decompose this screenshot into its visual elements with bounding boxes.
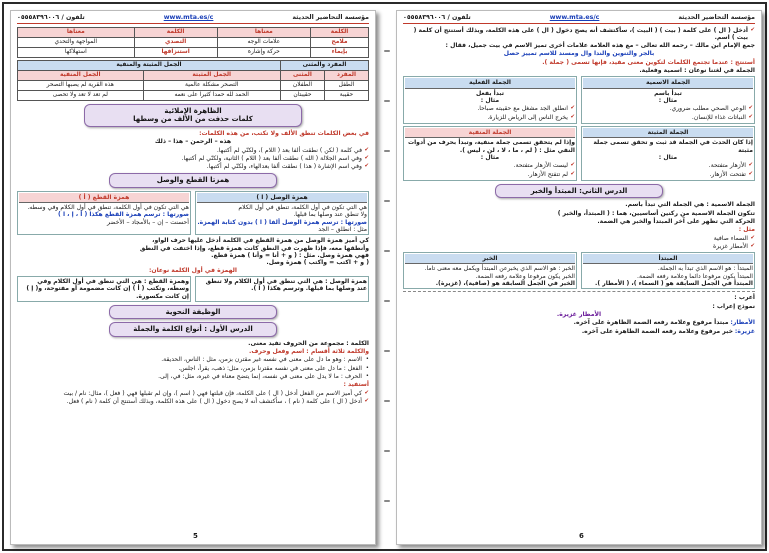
- vocab-header: الكلمة: [134, 27, 217, 37]
- table-cell: حقيبتان: [280, 91, 324, 101]
- spelling-intro: في بعض الكلمات تنطق الألف ولا تكتب، من هذه الكلمات:: [199, 129, 369, 137]
- table-cell: لم تعد لا تعد ولا تحصى: [18, 91, 144, 101]
- text-line: هي التي تكون في أول الكلمة، تنطق في أول الكلام: [238, 204, 367, 212]
- text-line: المبتدأ يكون مرفوعا دائما وعلامة رفعه الضمة.: [637, 272, 753, 280]
- parse-label: غزيرة:: [734, 327, 755, 335]
- page-number: 6: [579, 531, 584, 540]
- parse-model: نموذج إعراب :: [712, 302, 755, 310]
- text-line: تبدأ باسم: [654, 89, 682, 97]
- list-item: ✔ يخرج الناس إلى الرياض للزيارة.: [405, 114, 575, 121]
- table-cell: الحمد لله حمدا كثيرا على نعمه: [143, 91, 280, 101]
- hamza-banner: همزتا القطع والوصل: [109, 173, 278, 187]
- text-line: المبتدأ في الجمل السابقة هو ( السماء )، ( الأمطار ).: [595, 280, 753, 288]
- table-cell: المواجهة والتحدي: [18, 37, 135, 47]
- divider: [403, 291, 755, 292]
- table-cell: حركة وإشارة: [217, 47, 310, 57]
- list-item: • الاسم : وهو ما دل على معنى في نفسه غير مقترن بزمن، مثل : الناس، الحديقة.: [17, 356, 369, 363]
- text-line: أحسنت – إن – بالأمجاد – الأخضر: [106, 218, 189, 226]
- text-line: فهي همزة وصل. مثل : ( و + أنا = وأنا ) همزة قطع.: [211, 252, 369, 260]
- banner-title: الظاهرة الإملائية: [164, 107, 222, 116]
- text-line: مثال :: [480, 153, 500, 161]
- table-cell: علامات الوجه: [217, 37, 310, 47]
- khabar-column: [403, 252, 577, 289]
- site-link[interactable]: www.mta.es/c: [549, 14, 600, 21]
- text-line: تبدأ بفعل: [475, 89, 505, 97]
- text-line: كي أميز همزة الوصل من همزة القطع في الكلمة أدخل عليها حرف الواو،: [152, 237, 369, 245]
- page-6: [396, 10, 762, 545]
- conclude-sentence: أستنتج : عندما تجتمع الكلمات لتكوين معنى مفيد، فإنها تسمى ( جملة ).: [542, 58, 755, 66]
- spelling-example: هذه – الرحمن – هذا – ذلك: [154, 138, 232, 146]
- list-item: ✔ وفي اسم الجلالة ( الله ) نطقت ألفا بعد ( اللام ) الثانية، ولكنّي لم أكتبها.: [17, 155, 369, 162]
- wasl-column: [195, 191, 369, 236]
- lesson1-banner: الدرس الأول : أنواع الكلمة والجملة: [109, 322, 278, 336]
- hamza-rule: [17, 237, 369, 274]
- list-item: • الفعل : ما دل على معنى في نفسه مقترنا بزمن، مثل: ذهب، يقرأ، اجلس.: [17, 365, 369, 372]
- grammar-banner: الوظيفة النحوية: [109, 305, 278, 319]
- column-header: الجملة المنفية: [405, 128, 575, 138]
- parse-text: مبتدأ مرفوع وعلامة رفعه الضمة الظاهرة على آخره.: [573, 319, 729, 327]
- table-header: المثنى: [280, 70, 324, 80]
- list-item: ✔ الوعي الصحي مطلب ضروري.: [583, 105, 753, 112]
- column-header: الجملة الاسمية: [583, 78, 753, 88]
- qat-column: [17, 191, 191, 236]
- column-header: المبتدأ: [583, 254, 753, 264]
- text-line: ( و + اكتب = واكتب ) همزة وصل.: [266, 259, 369, 267]
- table-cell: استهلاكها: [18, 47, 135, 57]
- list-item: ✔ النباتات غذاء للإنسان.: [583, 114, 753, 121]
- nominal-verbal: [403, 76, 755, 124]
- table-cell: الطفلان: [280, 80, 324, 90]
- list-item: ✔ كي أميز الاسم من الفعل أدخل ( ال ) على الكلمة، فإن قبلتها فهي ( اسم )، وإن لم تقبلها فهي ( فعل )، مثال: نام / بيت: [17, 390, 369, 397]
- table-header: المفرد: [324, 70, 368, 80]
- text-line: مثل :: [738, 226, 755, 234]
- table-cell: ملامح: [311, 37, 369, 47]
- list-item: ✔ الأمطار غزيرة: [403, 243, 755, 250]
- column-header: الجملة المثبتة: [583, 128, 753, 138]
- org-name: مؤسسة التحاضير الحديثة: [678, 14, 755, 21]
- conclude-list: [17, 390, 369, 406]
- table-row: [18, 91, 369, 101]
- hamza-columns: [17, 191, 369, 236]
- text-line: تتكون الجملة الاسمية من ركنين أساسيين، هما : ( المبتدأ، والخبر ): [557, 209, 755, 217]
- site-link[interactable]: www.mta.es/c: [163, 14, 214, 21]
- text-line: وأنطقها معه، فإذا ظهرت في النطق كانت همزة قطع، وإذا اختفت في النطق: [139, 244, 369, 252]
- summary-wasl: همزة الوصل : هي التي تنطق في أول الكلام ولا تنطق عند وصلها بما قبلها. وترسم هكذا ( ا ).: [195, 276, 369, 302]
- list-item: • الحرف : ما لا يدل على معنى في نفسه، إنما يتضح معناه في غيره، مثل: في، إلى.: [17, 373, 369, 380]
- text-line: صورتها : ترسم همزة القطع هكذا ( أ ، إ ، ا ): [58, 211, 189, 219]
- column-header: الجملة الفعلية: [405, 78, 575, 88]
- vocab-table: [17, 27, 369, 58]
- table-cell: التصدي: [134, 37, 217, 47]
- spelling-banner: [84, 104, 302, 127]
- page-header: [17, 14, 369, 24]
- column-header: همزة القطع ( أ ): [19, 193, 189, 203]
- table-cell: هذه القرية لم يصبها التصحر: [18, 80, 144, 90]
- list-item: ✔ السماء صافية: [403, 235, 755, 242]
- verbal-column: [403, 76, 577, 124]
- column-header: الخبر: [405, 254, 575, 264]
- page-header: [403, 14, 755, 24]
- list-item: ✔ وفي اسم الإشارة ( هذا ) نطقت ألفا بعدالهاء، ولكنّي لم أكتبها.: [17, 163, 369, 170]
- sentence-kinds: الجملة في لغتنا نوعان : اسمية وفعلية.: [639, 67, 755, 75]
- table-row: [18, 37, 369, 47]
- verse: بالجر والتنوين والندا وال ومسند للاسم تمييز حصل: [503, 50, 655, 58]
- column-header: همزة الوصل ( ا ): [197, 193, 367, 203]
- lesson2-banner: الدرس الثاني: المبتدأ والخبر: [495, 184, 664, 198]
- list-item: ✔ في كلمة ( لكن ) نطقت ألفا بعد ( اللام )، ولكنّي لم أكتبها.: [17, 147, 369, 154]
- vocab-header: معناها: [18, 27, 135, 37]
- list-item: ✔ ليست الأزهار متفتحة.: [405, 162, 575, 169]
- list-item: ✔ انطلق الجد مشغل مع حقيبته صباحا.: [405, 105, 575, 112]
- parse-sentence: الأمطار غزيرة.: [556, 311, 602, 318]
- nominal-column: [581, 76, 755, 124]
- conclude-label: أستفيد :: [343, 381, 369, 389]
- page-number: 5: [193, 531, 198, 540]
- text-line: الهمزة في أول الكلمة نوعان:: [148, 266, 238, 274]
- table-cell: حقيبة: [324, 91, 368, 101]
- word-definition: الكلمة : مجموعة من الحروف تفيد معنى.: [248, 339, 369, 347]
- page-5: [10, 10, 376, 545]
- text-line: مثال :: [658, 153, 678, 161]
- lesson2-examples: [403, 235, 755, 251]
- table-title: المفرد والمثنى: [280, 60, 368, 70]
- org-name: مؤسسة التحاضير الحديثة: [292, 14, 369, 21]
- viewer-frame: [2, 2, 767, 551]
- text-line: ولا تنطق عند وصلها بما قبلها.: [293, 211, 367, 219]
- text-line: المبتدأ : هو الاسم الذي تبدأ به الجملة.: [657, 265, 753, 273]
- parse-label: الأمطار:: [730, 319, 755, 327]
- text-line: صورتها : ترسم همزة الوصل ألفا ( ا ) بدون كتابة الهمزة.: [197, 218, 367, 226]
- table-cell: استنزافها: [134, 47, 217, 57]
- table-header: الجمل المنفية: [18, 70, 144, 80]
- text-line: الخبر يكون مرفوعا وعلامة رفعه الضمة.: [475, 272, 575, 280]
- word-kinds: والكلمة ثلاثة أقسام : اسم وفعل وحرف.: [249, 347, 369, 355]
- text-line: الخبر في الجمل السابقة هو (صافية)، (غزيرة).: [435, 280, 575, 288]
- ibn-malik-intro: جمع الإمام ابن مالك – رحمه الله تعالى – مع هذه العلامة علامات أخرى تميز الاسم في بيت جميل، فقال :: [445, 42, 755, 50]
- text-line: إذا كان الحدث في الجملة قد ثبت و تحقق تسمى جملة مثبتة: [593, 139, 753, 154]
- parse-text: خبر مرفوع وعلامة رفعه الضمة الظاهرة على آخره.: [581, 327, 733, 335]
- sentences-table: [17, 60, 369, 101]
- mubtada-column: [581, 252, 755, 289]
- text-line: الجملة الاسمية : هي الجملة التي تبدأ باسم.: [625, 201, 755, 209]
- affirm-negate: [403, 126, 755, 181]
- table-header: الجمل المثبتة: [143, 70, 280, 80]
- table-cell: الطفل: [324, 80, 368, 90]
- word-kinds-list: [17, 356, 369, 380]
- summary-qat: وهمزة القطع : هي التي تنطق في أول الكلام وفي وسطه، وتكتب ( أ ) إن كانت مضمومة أو مفتوحة، و( إ ) إن كانت مكسورة.: [17, 276, 191, 302]
- affirm-column: [581, 126, 755, 181]
- text-line: مثال :: [658, 97, 678, 105]
- vocab-header: معناها: [217, 27, 310, 37]
- table-row: [18, 80, 369, 90]
- mubtada-khabar: [403, 252, 755, 289]
- table-title: الجمل المثبتة والمنفية: [18, 60, 281, 70]
- spelling-list: [17, 147, 369, 171]
- text-line: مثل : انطلق – الجد: [318, 226, 367, 234]
- list-item: ✔ لم تتفتح الأزهار.: [405, 171, 575, 178]
- parse-khabar: [403, 328, 755, 335]
- list-item: ✔ الأزهار متفتحة.: [583, 162, 753, 169]
- spiral-binding: [379, 10, 395, 545]
- phone-number: تلفون / ٠٥٥٥٨٣٩٦٠٠٦: [17, 14, 85, 21]
- top-list: [403, 27, 755, 42]
- banner-subtitle: كلمات حذفت من الألف من وسطها: [133, 115, 253, 124]
- text-line: الحركة التي تظهر على آخر المبتدأ والخبر هي الضمة.: [597, 217, 755, 225]
- text-line: الخبر : هو الاسم الذي يخبرعن المبتدأ ويكمل معه معنى تاما.: [424, 265, 575, 273]
- hamza-summary: [17, 276, 369, 302]
- list-item: ✔ تفتحت الأزهار.: [583, 171, 753, 178]
- parse-title: أعرب :: [734, 294, 755, 302]
- list-item: ✔ أدخل ( ال ) على كلمة ( بيت ) ( البيت )، سأكتشف أنه يصح دخول ( ال ) على هذه الكلمة، وبذلك أستنتج أن كلمة ( بيت ) اسم.: [403, 27, 755, 42]
- negate-column: [403, 126, 577, 181]
- text-line: هي التي تكون في أول الكلمة، تنطق في أول الكلام وفي وسطه.: [27, 204, 189, 212]
- list-item: ✔ أدخل ( ال ) على كلمة ( نام ) ، سأكتشف أنه لا يصح دخول ( ال ) على هذه الكلمة، وبذلك أستنتج أن كلمة ( نام ) فعل.: [17, 398, 369, 405]
- text-line: مثال :: [480, 97, 500, 105]
- table-cell: بإيماء: [311, 47, 369, 57]
- vocab-header: الكلمة: [311, 27, 369, 37]
- parse-mubtada: [403, 319, 755, 326]
- text-line: وإذا لم يتحقق تسمى جملة منفية، وتبدأ بحرف من أدوات النفي مثل : ( لم ، ما ، لا ، لن ، ليس ).: [407, 139, 575, 154]
- table-row: [18, 47, 369, 57]
- table-cell: التصحر مشكلة عالمية: [143, 80, 280, 90]
- phone-number: تلفون / ٠٥٥٥٨٣٩٦٠٠٦: [403, 14, 471, 21]
